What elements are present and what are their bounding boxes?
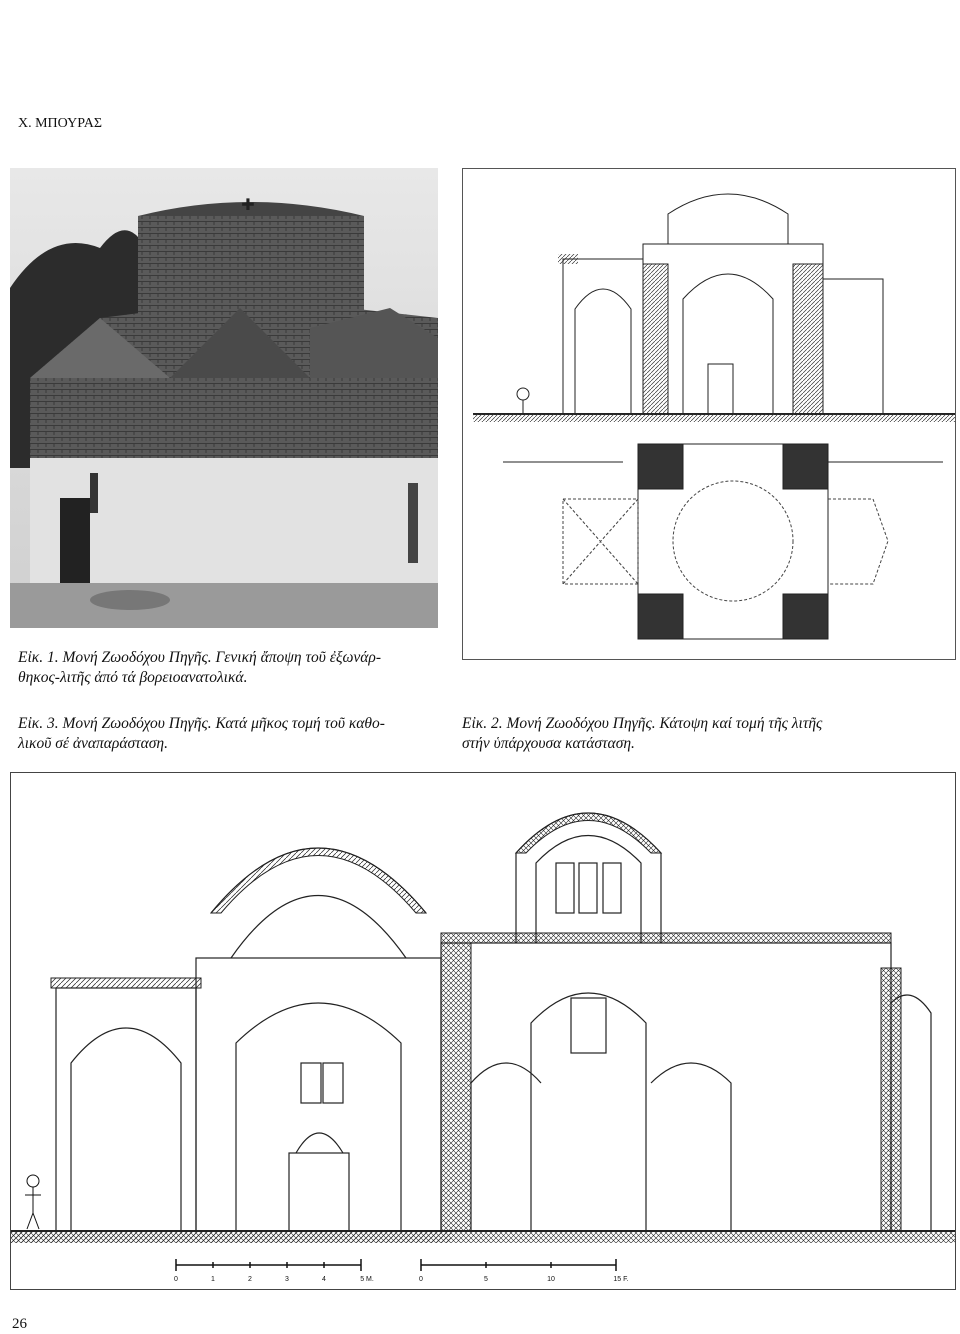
scale-f-label: 10: [547, 1276, 555, 1283]
scale-m-label: 1: [211, 1276, 215, 1283]
scale-m-label: 5 M.: [360, 1276, 374, 1283]
caption-line: θηκος-λιτῆς ἀπό τά βορειοανατολικά.: [18, 669, 248, 686]
scale-f-label: 5: [484, 1276, 488, 1283]
plan-and-section-drawing: [462, 168, 956, 660]
figure-1-caption: [18, 648, 381, 688]
longitudinal-section-drawing: [10, 772, 956, 1290]
svg-text:✚: ✚: [241, 197, 255, 214]
church-photograph: [10, 168, 438, 628]
caption-line: Εἰκ. 3. Μονή Ζωοδόχου Πηγῆς. Κατά μῆκος τομή τοῦ καθο-: [18, 715, 385, 732]
scale-m-label: 3: [285, 1276, 289, 1283]
caption-line: στήν ὑπάρχουσα κατάσταση.: [462, 735, 635, 752]
scale-m-label: 2: [248, 1276, 252, 1283]
scale-f-label: 0: [419, 1276, 423, 1283]
figure-3-caption: [18, 714, 385, 754]
figure-2-caption: [462, 714, 822, 754]
caption-line: λικοῦ σέ ἀναπαράσταση.: [18, 735, 168, 752]
caption-line: Εἰκ. 1. Μονή Ζωοδόχου Πηγῆς. Γενική ἄποψη τοῦ ἐξωνάρ-: [18, 649, 382, 666]
scale-m-label: 0: [174, 1276, 178, 1283]
caption-line: Εἰκ. 2. Μονή Ζωοδόχου Πηγῆς. Κάτοψη καί τομή τῆς λιτῆς: [462, 715, 823, 732]
page-number: 26: [12, 1316, 27, 1332]
running-header: Χ. ΜΠΟΥΡΑΣ: [18, 116, 102, 131]
scale-m-label: 4: [322, 1276, 326, 1283]
scale-f-label: 15 F.: [613, 1276, 629, 1283]
